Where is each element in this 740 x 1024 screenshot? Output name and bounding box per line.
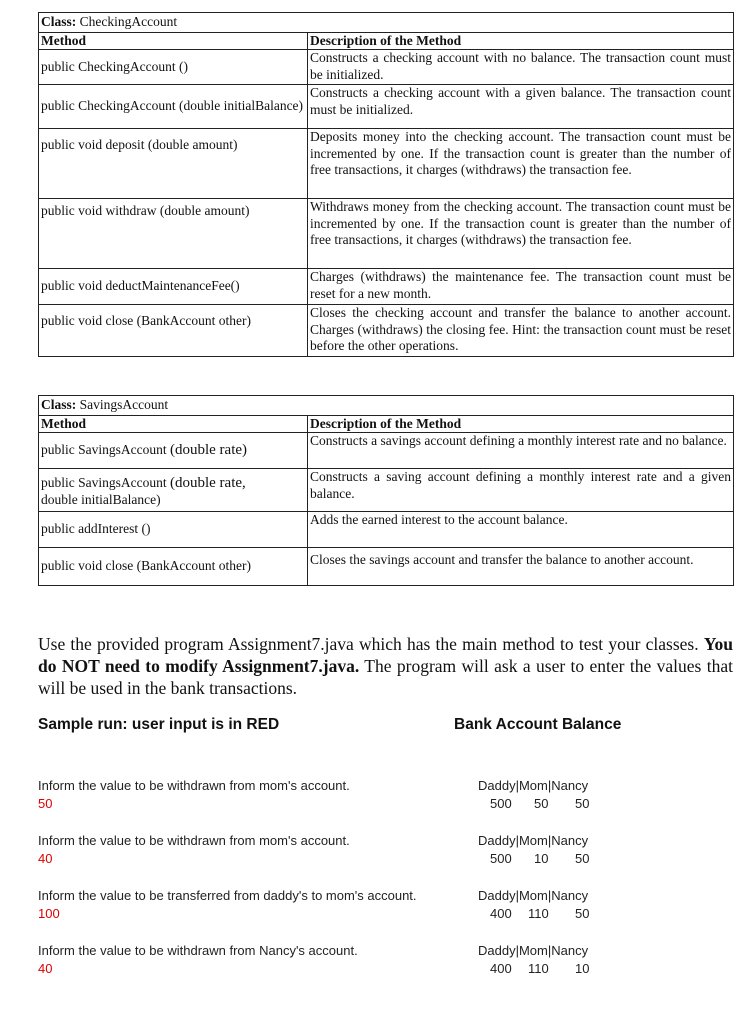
savings-account-table — [38, 395, 734, 586]
table-row — [39, 50, 734, 85]
balance-block — [478, 887, 588, 923]
mom-balance: 10 — [534, 851, 549, 866]
method-signature: public void deductMaintenanceFee() — [39, 269, 308, 305]
balance-header: Daddy|Mom|Nancy — [478, 943, 589, 958]
class-name: SavingsAccount — [79, 397, 169, 412]
prompt-text: Inform the value to be withdrawn from mom's account. — [38, 833, 350, 848]
daddy-balance: 400 — [490, 961, 512, 976]
balance-title: Bank Account Balance — [454, 716, 622, 733]
table-row — [39, 305, 734, 357]
class-name: CheckingAccount — [79, 14, 178, 29]
class-title-row — [39, 13, 734, 33]
daddy-balance: 500 — [490, 851, 512, 866]
user-input: 50 — [38, 796, 53, 811]
column-header-row — [39, 415, 734, 433]
sample-run-title: Sample run: user input is in RED — [38, 716, 280, 733]
method-description: Constructs a saving account defining a monthly interest rate and a given balance. — [308, 469, 734, 512]
method-description: Closes the savings account and transfer the balance to another account. — [308, 548, 734, 586]
description-column-header: Description of the Method — [308, 32, 734, 50]
mom-balance: 50 — [534, 796, 549, 811]
mom-balance: 110 — [528, 906, 549, 921]
table-row — [39, 469, 734, 512]
sample-step — [38, 832, 350, 868]
user-input: 100 — [38, 906, 60, 921]
balance-block — [478, 777, 588, 813]
daddy-balance: 400 — [490, 906, 512, 921]
prompt-text: Inform the value to be transferred from daddy's to mom's account. — [38, 888, 417, 903]
balance-values — [478, 795, 588, 813]
prompt-text: Inform the value to be withdrawn from mom's account. — [38, 778, 350, 793]
table-row — [39, 129, 734, 199]
user-input: 40 — [38, 961, 53, 976]
method-signature: public void close (BankAccount other) — [39, 305, 308, 357]
method-signature: public addInterest () — [39, 512, 308, 548]
method-signature: public void deposit (double amount) — [39, 129, 308, 199]
balance-values — [478, 850, 588, 868]
class-title — [39, 13, 734, 33]
method-description: Deposits money into the checking account. The transaction count must be incremented by one. If the transaction count is greater than the number of free transactions, it charges (withdraws) the transaction fee. — [308, 129, 734, 199]
instructions-text: The program will ask a user to enter the values that will be used in the bank transactions. — [38, 656, 733, 698]
nancy-balance: 50 — [575, 906, 590, 921]
balance-header: Daddy|Mom|Nancy — [478, 888, 589, 903]
column-header-row — [39, 32, 734, 50]
method-description: Adds the earned interest to the account balance. — [308, 512, 734, 548]
sample-step — [38, 777, 350, 813]
balance-header: Daddy|Mom|Nancy — [478, 778, 589, 793]
class-title-row — [39, 396, 734, 416]
table-row — [39, 512, 734, 548]
method-signature: public CheckingAccount () — [39, 50, 308, 85]
balance-values — [478, 905, 588, 923]
nancy-balance: 50 — [575, 851, 590, 866]
checking-account-table — [38, 12, 734, 357]
table-row — [39, 433, 734, 469]
user-input: 40 — [38, 851, 53, 866]
method-column-header: Method — [39, 32, 308, 50]
balance-values — [478, 960, 588, 978]
balance-header: Daddy|Mom|Nancy — [478, 833, 589, 848]
daddy-balance: 500 — [490, 796, 512, 811]
method-description: Closes the checking account and transfer the balance to another account. Charges (withdraws) the closing fee. Hint: the transaction count must be reset before the other operations. — [308, 305, 734, 357]
method-description: Constructs a checking account with no balance. The transaction count must be initialized. — [308, 50, 734, 85]
method-signature: public CheckingAccount (double initialBalance) — [39, 85, 308, 129]
nancy-balance: 50 — [575, 796, 590, 811]
class-label: Class: — [41, 397, 77, 412]
sample-step — [38, 887, 417, 923]
table-row — [39, 269, 734, 305]
balance-block — [478, 832, 588, 868]
method-signature: public void close (BankAccount other) — [39, 548, 308, 586]
balance-block — [478, 942, 588, 978]
table-row — [39, 199, 734, 269]
table-row — [39, 548, 734, 586]
table-row — [39, 85, 734, 129]
method-signature: public void withdraw (double amount) — [39, 199, 308, 269]
method-signature: public SavingsAccount (double rate, double initialBalance) — [39, 469, 308, 512]
method-description: Constructs a savings account defining a monthly interest rate and no balance. — [308, 433, 734, 469]
nancy-balance: 10 — [575, 961, 590, 976]
method-description: Charges (withdraws) the maintenance fee. The transaction count must be reset for a new month. — [308, 269, 734, 305]
class-title — [39, 396, 734, 416]
description-column-header: Description of the Method — [308, 415, 734, 433]
method-column-header: Method — [39, 415, 308, 433]
sample-step — [38, 942, 358, 978]
method-signature: public SavingsAccount (double rate) — [39, 433, 308, 469]
mom-balance: 110 — [528, 961, 549, 976]
instructions-paragraph — [38, 633, 733, 699]
method-description: Constructs a checking account with a given balance. The transaction count must be initialized. — [308, 85, 734, 129]
instructions-bold-note: You do NOT need to modify Assignment7.java. — [38, 634, 733, 676]
class-label: Class: — [41, 14, 77, 29]
prompt-text: Inform the value to be withdrawn from Nancy's account. — [38, 943, 358, 958]
method-description: Withdraws money from the checking account. The transaction count must be incremented by one. If the transaction count is greater than the number of free transactions, it charges (withdraws) the transaction fee. — [308, 199, 734, 269]
instructions-text: Use the provided program Assignment7.java which has the main method to test your classes. — [38, 634, 699, 654]
